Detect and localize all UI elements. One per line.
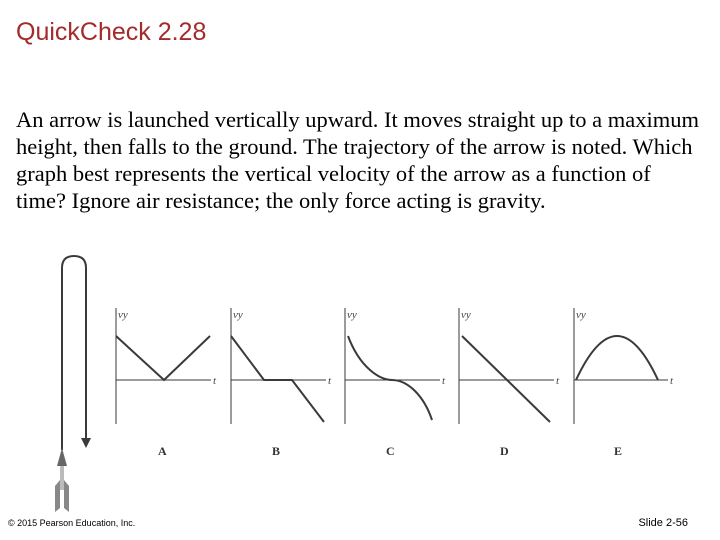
graph-label-a: A <box>158 444 167 458</box>
t-label: t <box>442 375 446 387</box>
vy-label: vy <box>233 309 243 321</box>
t-label: t <box>556 375 560 387</box>
graph-label-b: B <box>272 444 281 458</box>
graph-label-c: C <box>386 444 395 458</box>
graph-label-e: E <box>614 444 623 458</box>
vy-label: vy <box>347 309 357 321</box>
graph-e[interactable] <box>574 308 674 458</box>
copyright-footer: © 2015 Pearson Education, Inc. <box>8 518 136 528</box>
arrow-icon <box>55 448 69 512</box>
vy-label: vy <box>461 309 471 321</box>
graph-d[interactable] <box>459 308 560 458</box>
slide-title: QuickCheck 2.28 <box>16 18 207 46</box>
question-text: An arrow is launched vertically upward. It moves straight up to a maximum height, then falls to the ground. The trajectory of the arrow is noted. Which graph best represents the vertical velocity of the arrow as a function of time? Ignore air resistance; the only force acting is gravity. <box>16 107 699 213</box>
vy-label: vy <box>576 309 586 321</box>
graph-b[interactable] <box>231 308 332 458</box>
arrow-trajectory <box>62 256 91 450</box>
graph-a[interactable] <box>116 308 217 458</box>
graph-c[interactable] <box>345 308 446 458</box>
t-label: t <box>670 375 674 387</box>
vy-label: vy <box>118 309 128 321</box>
t-label: t <box>213 375 217 387</box>
graph-label-d: D <box>500 444 509 458</box>
t-label: t <box>328 375 332 387</box>
slide-number: Slide 2-56 <box>638 517 688 529</box>
